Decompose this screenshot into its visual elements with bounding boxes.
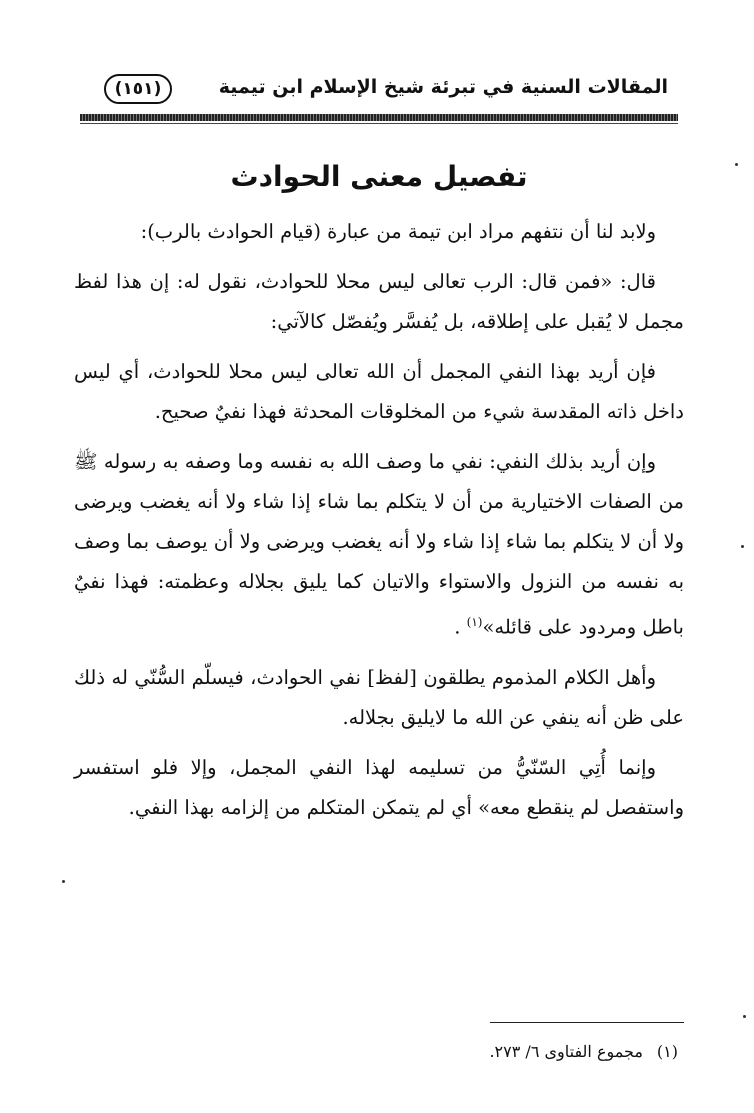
margin-speck [735, 163, 738, 166]
footnote-rule [490, 1022, 684, 1023]
paragraph-1: ولابد لنا أن نتفهم مراد ابن تيمة من عبارة (قيام الحوادث بالرب): [140, 220, 656, 243]
footnote-number: (١) [656, 1042, 678, 1061]
page-number: (١٥١) [104, 74, 172, 104]
paragraph-4-text: وإن أريد بذلك النفي: نفي ما وصف الله به نفسه وما وصفه به رسوله ﷺ من الصفات الاختيارية من أن لا يتكلم بما شاء إذا شاء ولا أنه يغضب ويرضى ولا أن لا يتكلم بما شاء إذا شاء ولا أنه يغضب ويرضى ولا أن يوصف بما وصف به نفسه من النزول والاستواء والاتيان كما يليق بجلاله وعظمته: فهذا نفيٌ باطل ومردود على قائله» [74, 450, 684, 639]
chapter-title: تفصيل معنى الحوادث [230, 160, 528, 193]
margin-speck [62, 880, 65, 883]
paragraph-3: فإن أريد بهذا النفي المجمل أن الله تعالى ليس محلا للحوادث، أي ليس داخل ذاته المقدسة شيء من المخلوقات المحدثة فهذا نفيٌ صحيح. [74, 360, 684, 423]
header-rule [80, 114, 678, 121]
body-text [74, 212, 684, 838]
running-title: المقالات السنية في تبرئة شيخ الإسلام ابن تيمية [218, 76, 668, 98]
running-header [84, 72, 676, 112]
margin-speck [741, 545, 744, 548]
paragraph-4: وإن أريد بذلك النفي: نفي ما وصف الله به نفسه وما وصفه به رسوله ﷺ من الصفات الاختيارية من أن لا يتكلم بما شاء إذا شاء ولا أنه يغضب ويرضى ولا أن لا يتكلم بما شاء إذا شاء ولا أنه يغضب ويرضى ولا أن يوصف بما وصف به نفسه من النزول والاستواء والاتيان كما يليق بجلاله وعظمته: فهذا نفيٌ باطل ومردود على قائله»$^{(١)}$ . [74, 450, 684, 639]
header-rule-thin [80, 123, 678, 124]
paragraph-5: وأهل الكلام المذموم يطلقون [لفظ] نفي الحوادث، فيسلّم السُّنّي له ذلك على ظن أنه ينفي عن الله ما لايليق بجلاله. [74, 665, 684, 729]
footnote-marker: (١) [466, 615, 483, 629]
footnote-text: مجموع الفتاوى ٦/ ٢٧٣. [489, 1042, 643, 1061]
footnote [489, 1042, 678, 1061]
paragraph-6: وإنما أُتِي السّنّيُّ من تسليمه لهذا النفي المجمل، وإلا فلو استفسر واستفصل لم ينقطع معه» أي لم يتمكن المتكلم من إلزامه بهذا النفي. [74, 755, 684, 819]
margin-speck [743, 1015, 746, 1018]
paragraph-2: قال: «فمن قال: الرب تعالى ليس محلا للحوادث، نقول له: إن هذا لفظ مجمل لا يُقبل على إطلاقه، بل يُفسَّر ويُفصّل كالآتي: [74, 270, 684, 333]
